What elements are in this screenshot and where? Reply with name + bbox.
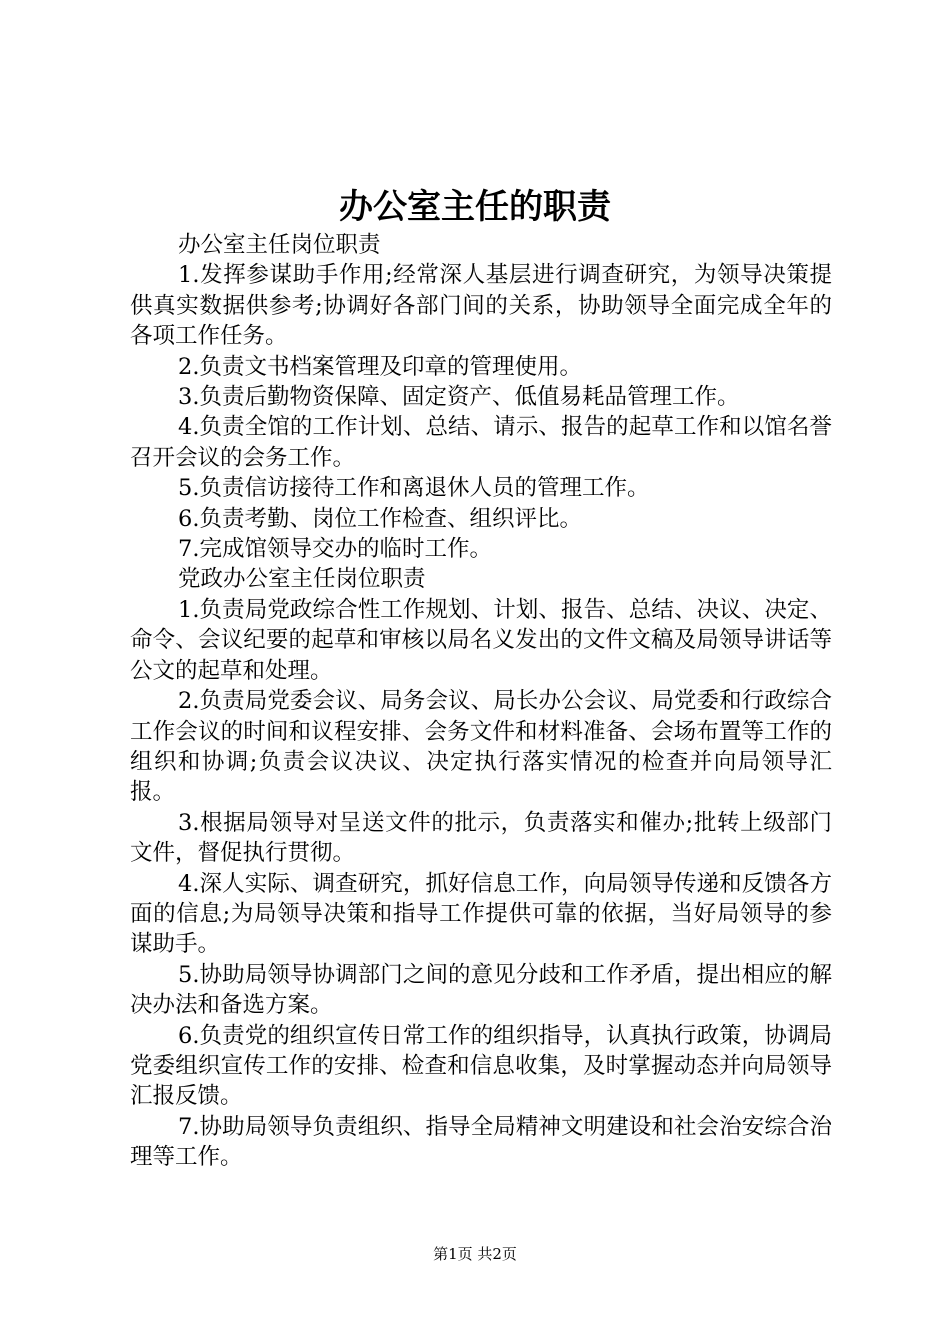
paragraph: 3.负责后勤物资保障、固定资产、低值易耗品管理工作。 (178, 384, 740, 411)
paragraph: 1.发挥参谋助手作用;经常深人基层进行调查研究，为领导决策提供真实数据供参考;协调好各部门间的关系，协助领导全面完成全年的各项工作任务。 (130, 262, 832, 350)
paragraph: 3.根据局领导对呈送文件的批示，负责落实和催办;批转上级部门文件，督促执行贯彻。 (130, 809, 832, 867)
paragraph: 5.协助局领导协调部门之间的意见分歧和工作矛盾，提出相应的解决办法和备选方案。 (130, 961, 832, 1019)
paragraph: 2.负责文书档案管理及印章的管理使用。 (178, 353, 582, 380)
paragraph: 4.负责全馆的工作计划、总结、请示、报告的起草工作和以馆名誉召开会议的会务工作。 (130, 414, 832, 471)
document-body (130, 230, 832, 1173)
paragraph: 5.负责信访接待工作和离退休人员的管理工作。 (178, 475, 650, 502)
page-footer: 第1页 共2页 (433, 1245, 517, 1263)
paragraph: 2.负责局党委会议、局务会议、局长办公会议、局党委和行政综合工作会议的时间和议程安排、会务文件和材料准备、会场布置等工作的组织和协调;负责会议决议、决定执行落实情况的检查并向局领导汇报。 (130, 688, 832, 806)
paragraph: 1.负责局党政综合性工作规划、计划、报告、总结、决议、决定、命令、会议纪要的起草和审核以局名义发出的文件文稿及局领导讲话等公文的起草和处理。 (130, 596, 832, 684)
document-title: 办公室主任的职责 (339, 187, 611, 227)
paragraph: 6.负责党的组织宣传日常工作的组织指导，认真执行政策，协调局党委组织宣传工作的安排、检查和信息收集，及时掌握动态并向局领导汇报反馈。 (130, 1022, 832, 1110)
paragraph: 7.完成馆领导交办的临时工作。 (178, 536, 492, 563)
section-heading-office-director: 办公室主任岗位职责 (178, 232, 381, 258)
paragraph: 6.负责考勤、岗位工作检查、组织评比。 (178, 505, 582, 532)
paragraph: 7.协助局领导负责组织、指导全局精神文明建设和社会治安综合治理等工作。 (130, 1113, 832, 1171)
paragraph: 4.深人实际、调查研究，抓好信息工作，向局领导传递和反馈各方面的信息;为局领导决策和指导工作提供可靠的依据，当好局领导的参谋助手。 (130, 870, 832, 958)
section-heading-party-office-director: 党政办公室主任岗位职责 (178, 566, 426, 593)
